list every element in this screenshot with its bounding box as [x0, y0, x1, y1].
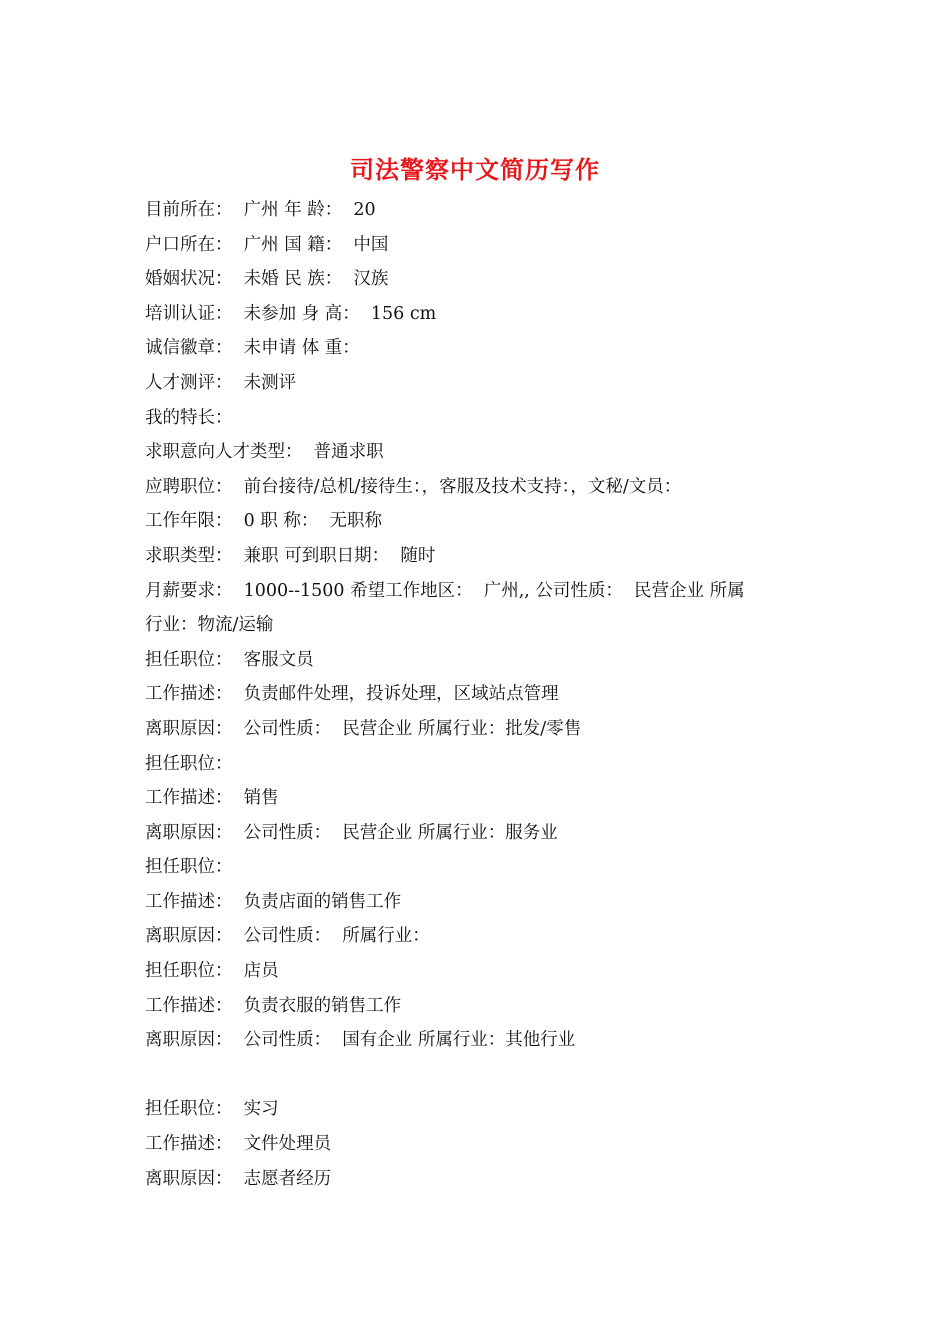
resume-line: 担任职位： 客服文员 [145, 649, 314, 670]
resume-line: 离职原因： 公司性质： 民营企业 所属行业：批发/零售 [145, 718, 582, 739]
resume-line: 应聘职位： 前台接待/总机/接待生：，客服及技术支持：，文秘/文员： [145, 476, 682, 497]
resume-line: 人才测评： 未测评 [145, 372, 297, 393]
resume-line: 目前所在： 广州 年 龄： 20 [145, 200, 376, 220]
resume-line: 诚信徽章： 未申请 体 重： [145, 338, 360, 359]
resume-line: 工作描述： 负责邮件处理，投诉处理，区域站点管理 [145, 684, 559, 705]
resume-line: 离职原因： 公司性质： 国有企业 所属行业：其他行业 [145, 1030, 576, 1051]
resume-line: 离职原因： 志愿者经历 [145, 1168, 332, 1189]
resume-line: 行业：物流/运输 [145, 615, 274, 636]
resume-line: 离职原因： 公司性质： 民营企业 所属行业：服务业 [145, 822, 558, 843]
resume-line: 工作描述： 文件处理员 [145, 1134, 332, 1155]
resume-line: 担任职位： 实习 [145, 1099, 279, 1120]
resume-line: 担任职位： 店员 [145, 961, 279, 982]
document-title: 司法警察中文简历写作 [350, 155, 600, 184]
resume-line: 月薪要求： 1000--1500 希望工作地区： 广州,, 公司性质： 民营企业 所属 [145, 580, 745, 601]
resume-line: 工作描述： 销售 [145, 788, 279, 809]
resume-line: 婚姻状况： 未婚 民 族： 汉族 [145, 269, 389, 290]
resume-line: 离职原因： 公司性质： 所属行业： [145, 926, 430, 947]
blank-line [145, 1058, 825, 1093]
resume-line: 培训认证： 未参加 身 高： 156 cm [145, 303, 437, 324]
resume-line: 求职类型： 兼职 可到职日期： 随时 [145, 545, 436, 566]
resume-line: 担任职位： [145, 753, 233, 774]
resume-line: 户口所在： 广州 国 籍： 中国 [145, 234, 389, 255]
resume-line: 我的特长： [145, 407, 233, 428]
resume-line: 工作描述： 负责衣服的销售工作 [145, 995, 402, 1016]
resume-line: 工作年限： 0 职 称： 无职称 [145, 511, 383, 532]
resume-line: 工作描述： 负责店面的销售工作 [145, 891, 402, 912]
resume-line: 担任职位： [145, 857, 233, 878]
resume-body [145, 193, 825, 1196]
resume-line: 求职意向人才类型： 普通求职 [145, 442, 384, 463]
